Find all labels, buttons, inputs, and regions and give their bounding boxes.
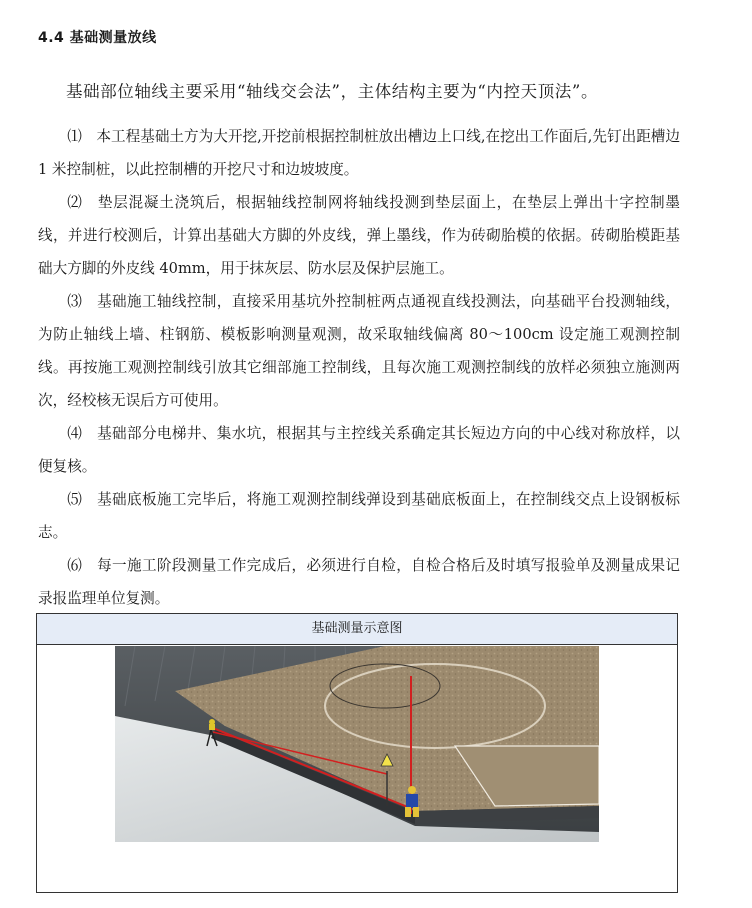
survey-illustration xyxy=(115,646,599,842)
body-paragraphs xyxy=(38,120,680,615)
paragraph-4: ⑷ 基础部分电梯井、集水坑，根据其与主控线关系确定其长短边方向的中心线对称放样，以便复核。 xyxy=(38,425,680,475)
paragraph-2: ⑵ 垫层混凝土浇筑后，根据轴线控制网将轴线投测到垫层面上，在垫层上弹出十字控制墨线，并进行校测后，计算出基础大方脚的外皮线，弹上墨线，作为砖砌胎模的依据。砖砌胎模距基础大方脚的外皮线 40mm，用于抹灰层、防水层及保护层施工。 xyxy=(38,194,680,277)
paragraph-6: ⑹ 每一施工阶段测量工作完成后，必须进行自检，自检合格后及时填写报验单及测量成果记录报监理单位复测。 xyxy=(38,557,680,607)
figure-caption: 基础测量示意图 xyxy=(37,614,677,645)
paragraph-5: ⑸ 基础底板施工完毕后，将施工观测控制线弹设到基础底板面上，在控制线交点上设钢板标志。 xyxy=(38,491,680,541)
section-heading: 4.4 基础测量放线 xyxy=(38,30,157,46)
paragraph-3: ⑶ 基础施工轴线控制，直接采用基坑外控制桩两点通视直线投测法，向基础平台投测轴线，为防止轴线上墙、柱钢筋、模板影响测量观测，故采取轴线偏离 80～100cm 设定施工观测控制线。再按施工观测控制线引放其它细部施工控制线，且每次施工观测控制线的放样必须独立施测两次，经校核无误后方可使用。 xyxy=(38,293,680,409)
intro-text: 基础部位轴线主要采用“轴线交会法”，主体结构主要为“内控天顶法”。 xyxy=(66,82,599,101)
figure-table xyxy=(36,613,678,893)
paragraph-1: ⑴ 本工程基础土方为大开挖,开挖前根据控制桩放出槽边上口线,在挖出工作面后,先钉出距槽边 1 米控制桩，以此控制槽的开挖尺寸和边坡坡度。 xyxy=(38,128,680,178)
